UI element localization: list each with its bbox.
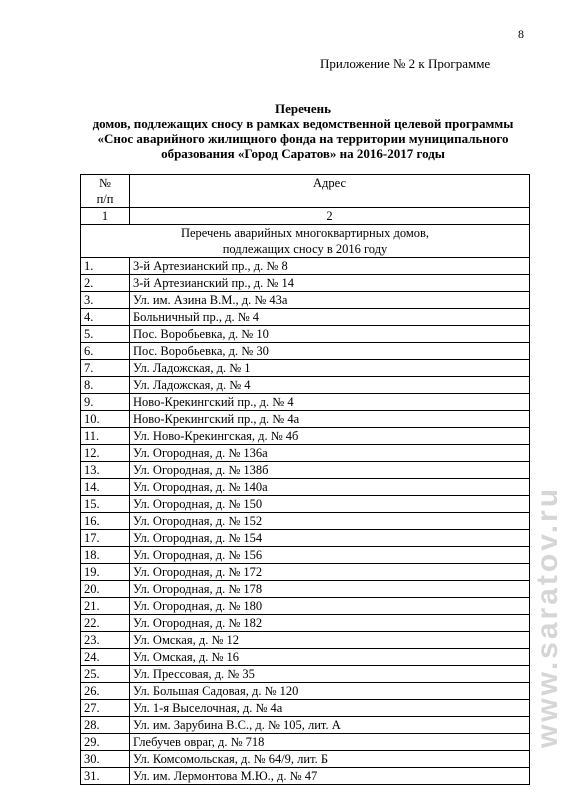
row-address: Ул. Огородная, д. № 178 [130,581,530,598]
row-number: 28. [81,717,130,734]
row-number: 5. [81,326,130,343]
row-address: Ул. Огородная, д. № 156 [130,547,530,564]
row-number: 26. [81,683,130,700]
row-number: 29. [81,734,130,751]
row-address: Ново-Крекингский пр., д. № 4 [130,394,530,411]
table-row [81,649,530,666]
table-row [81,768,530,785]
row-number: 11. [81,428,130,445]
row-number: 24. [81,649,130,666]
header-address-cell: Адрес [130,175,530,208]
table-header-row [81,175,530,208]
row-number: 23. [81,632,130,649]
row-address: 3-й Артезианский пр., д. № 14 [130,275,530,292]
row-number: 16. [81,513,130,530]
row-address: 3-й Артезианский пр., д. № 8 [130,258,530,275]
table-row [81,258,530,275]
appendix-caption: Приложение № 2 к Программе [320,56,491,71]
table-row [81,275,530,292]
watermark-text: www.saratov.ru [531,485,565,749]
row-address: Ул. Омская, д. № 16 [130,649,530,666]
row-number: 1. [81,258,130,275]
row-number: 8. [81,377,130,394]
row-number: 19. [81,564,130,581]
row-address: Ул. Огородная, д. № 138б [130,462,530,479]
table-row [81,700,530,717]
table-row [81,734,530,751]
table-row [81,411,530,428]
table-row [81,547,530,564]
row-number: 14. [81,479,130,496]
section-title-line-2: подлежащих сносу в 2016 году [222,242,388,256]
row-address: Ул. им. Лермонтова М.Ю., д. № 47 [130,768,530,785]
row-number: 2. [81,275,130,292]
table-row [81,292,530,309]
table-row [81,666,530,683]
title-line-2: домов, подлежащих сносу в рамках ведомственной целевой программы [92,116,514,131]
table-row [81,615,530,632]
row-number: 18. [81,547,130,564]
row-address: Ул. 1-я Выселочная, д. № 4а [130,700,530,717]
title-line-3: «Снос аварийного жилищного фонда на территории муниципального [97,131,509,146]
row-address: Ул. Огородная, д. № 154 [130,530,530,547]
table-row [81,360,530,377]
table-row [81,343,530,360]
row-address: Ул. Огородная, д. № 182 [130,615,530,632]
watermark [528,452,566,782]
row-address: Ул. им. Азина В.М., д. № 43а [130,292,530,309]
title-line-1: Перечень [274,101,332,116]
section-title-line-1: Перечень аварийных многоквартирных домов, [180,226,430,240]
row-address: Пос. Воробьевка, д. № 30 [130,343,530,360]
table-row [81,581,530,598]
row-address: Ул. Большая Садовая, д. № 120 [130,683,530,700]
row-address: Ул. Огородная, д. № 136а [130,445,530,462]
table-row [81,530,530,547]
section-title-cell [81,225,530,258]
table-row [81,462,530,479]
row-address: Глебучев овраг, д. № 718 [130,734,530,751]
table-row [81,513,530,530]
table-row [81,479,530,496]
table-row [81,309,530,326]
section-row [81,225,530,258]
row-number: 9. [81,394,130,411]
row-address: Ул. Ладожская, д. № 1 [130,360,530,377]
row-address: Ул. им. Зарубина В.С., д. № 105, лит. А [130,717,530,734]
table-row [81,394,530,411]
header-num-cell [81,175,130,208]
row-number: 31. [81,768,130,785]
row-number: 12. [81,445,130,462]
row-number: 10. [81,411,130,428]
table-row [81,751,530,768]
houses-table [80,174,530,785]
table-row [81,598,530,615]
row-number: 20. [81,581,130,598]
row-number: 17. [81,530,130,547]
row-number: 4. [81,309,130,326]
row-address: Ул. Ладожская, д. № 4 [130,377,530,394]
column-index-1: 1 [81,208,130,225]
row-number: 30. [81,751,130,768]
column-index-2: 2 [130,208,530,225]
row-number: 22. [81,615,130,632]
table-row [81,496,530,513]
table-row [81,564,530,581]
row-number: 15. [81,496,130,513]
row-address: Ул. Омская, д. № 12 [130,632,530,649]
header-num-abbr: п/п [96,192,114,206]
table-row [81,377,530,394]
row-address: Ул. Огородная, д. № 150 [130,496,530,513]
table-row [81,683,530,700]
row-address: Ул. Комсомольская, д. № 64/9, лит. Б [130,751,530,768]
row-number: 7. [81,360,130,377]
row-number: 13. [81,462,130,479]
title-line-4: образования «Город Саратов» на 2016-2017 годы [161,146,445,161]
row-address: Ул. Ново-Крекингская, д. № 4б [130,428,530,445]
column-index-row [81,208,530,225]
table-row [81,717,530,734]
table-row [81,445,530,462]
table-row [81,326,530,343]
row-address: Ул. Огородная, д. № 172 [130,564,530,581]
page-number: 8 [518,27,524,41]
row-address: Ул. Огородная, д. № 180 [130,598,530,615]
row-address: Ново-Крекингский пр., д. № 4а [130,411,530,428]
row-address: Пос. Воробьевка, д. № 10 [130,326,530,343]
row-number: 3. [81,292,130,309]
table-row [81,632,530,649]
row-number: 21. [81,598,130,615]
row-number: 6. [81,343,130,360]
document-title [60,101,546,161]
table-row [81,428,530,445]
row-address: Больничный пр., д. № 4 [130,309,530,326]
header-num-symbol: № [99,176,111,190]
row-address: Ул. Огородная, д. № 152 [130,513,530,530]
row-address: Ул. Огородная, д. № 140а [130,479,530,496]
row-address: Ул. Прессовая, д. № 35 [130,666,530,683]
row-number: 25. [81,666,130,683]
row-number: 27. [81,700,130,717]
